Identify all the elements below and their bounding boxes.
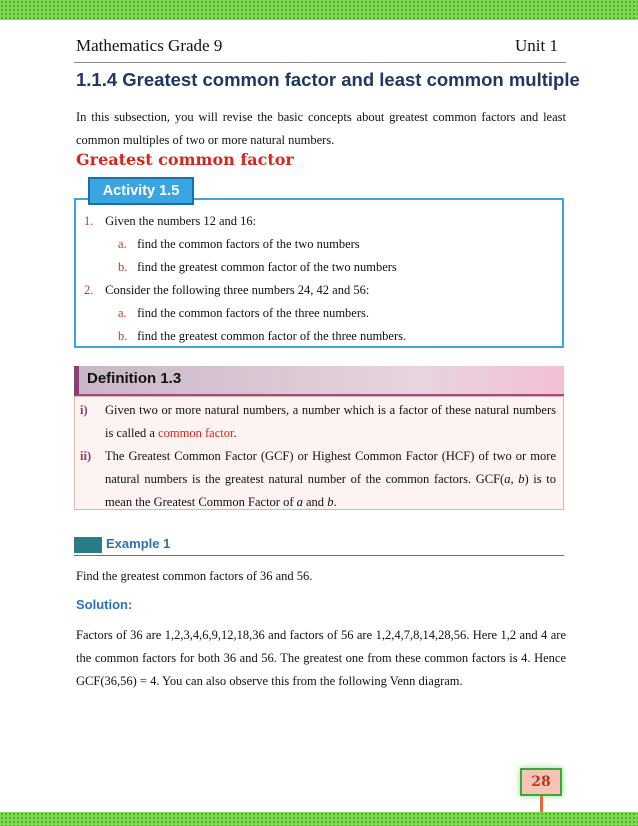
page-number-stem	[540, 796, 543, 812]
definition-text-part: Given two or more natural numbers, a number which is a factor of these natural numbers is called a	[105, 403, 556, 440]
definition-item-2	[80, 445, 556, 514]
example-marker-block	[74, 537, 102, 553]
page-header	[76, 36, 558, 56]
sub-text: find the greatest common factor of the three numbers.	[137, 329, 407, 343]
activity-question-list	[84, 210, 554, 348]
sub-letter: a.	[118, 306, 127, 320]
sub-letter: b.	[118, 260, 128, 274]
definition-label: Definition 1.3	[87, 370, 182, 387]
definition-text-part: ) is to mean the Greatest Common Factor of	[105, 472, 556, 509]
section-title: 1.1.4 Greatest common factor and least common multiple	[76, 69, 580, 90]
definition-number: ii)	[80, 449, 92, 463]
common-factor-term: common factor	[158, 426, 234, 440]
sub-letter: a.	[118, 237, 127, 251]
math-variable: a, b	[504, 472, 525, 486]
sub-text: find the greatest common factor of the two numbers	[137, 260, 397, 274]
question-2a	[84, 302, 554, 325]
example-header	[74, 535, 564, 556]
header-unit: Unit 1	[515, 36, 558, 55]
subheading-gcf: Greatest common factor	[76, 150, 294, 169]
definition-list	[80, 399, 556, 514]
header-divider	[74, 62, 566, 63]
solution-text: Factors of 36 are 1,2,3,4,6,9,12,18,36 and factors of 56 are 1,2,4,7,8,14,28,56. Here 1,2 and 4 are the common factors for both 36 and 56. The greatest one from these common factors is 4. Hence GCF(36,56) = 4. You can also observe this from the following Venn diagram.	[76, 628, 566, 688]
definition-number: i)	[80, 403, 88, 417]
math-variable: b	[327, 495, 334, 509]
math-variable: a	[296, 495, 303, 509]
question-1b	[84, 256, 554, 279]
definition-item-1	[80, 399, 556, 445]
definition-text-part: and	[302, 495, 328, 509]
example-question: Find the greatest common factors of 36 and 56.	[76, 569, 313, 583]
question-2	[84, 279, 554, 302]
definition-text-part: .	[333, 495, 337, 509]
solution-label: Solution:	[76, 597, 133, 612]
definition-text-part: The Greatest Common Factor (GCF) or Highest Common Factor (HCF) of two or more natural numbers is the greatest natural number of the common factors. GCF(	[105, 449, 556, 486]
sub-text: find the common factors of the three numbers.	[137, 306, 369, 320]
activity-label: Activity 1.5	[88, 177, 194, 205]
definition-header-bar	[74, 366, 564, 396]
intro-paragraph: In this subsection, you will revise the basic concepts about greatest common factors and least common multiples of two or more natural numbers.	[76, 110, 566, 147]
definition-text	[105, 445, 556, 514]
question-text: Given the numbers 12 and 16:	[105, 214, 257, 228]
top-decorative-band	[0, 0, 638, 20]
definition-text	[105, 399, 556, 445]
sub-text: find the common factors of the two numbers	[137, 237, 360, 251]
question-1a	[84, 233, 554, 256]
question-number: 1.	[84, 214, 94, 228]
sub-letter: b.	[118, 329, 128, 343]
definition-text-part: .	[233, 426, 237, 440]
question-2b	[84, 325, 554, 348]
header-book-title: Mathematics Grade 9	[76, 36, 223, 55]
bottom-decorative-band	[0, 812, 638, 826]
question-number: 2.	[84, 283, 94, 297]
example-label: Example 1	[106, 536, 171, 551]
page-number: 28	[520, 768, 562, 796]
question-1	[84, 210, 554, 233]
question-text: Consider the following three numbers 24, 42 and 56:	[105, 283, 370, 297]
